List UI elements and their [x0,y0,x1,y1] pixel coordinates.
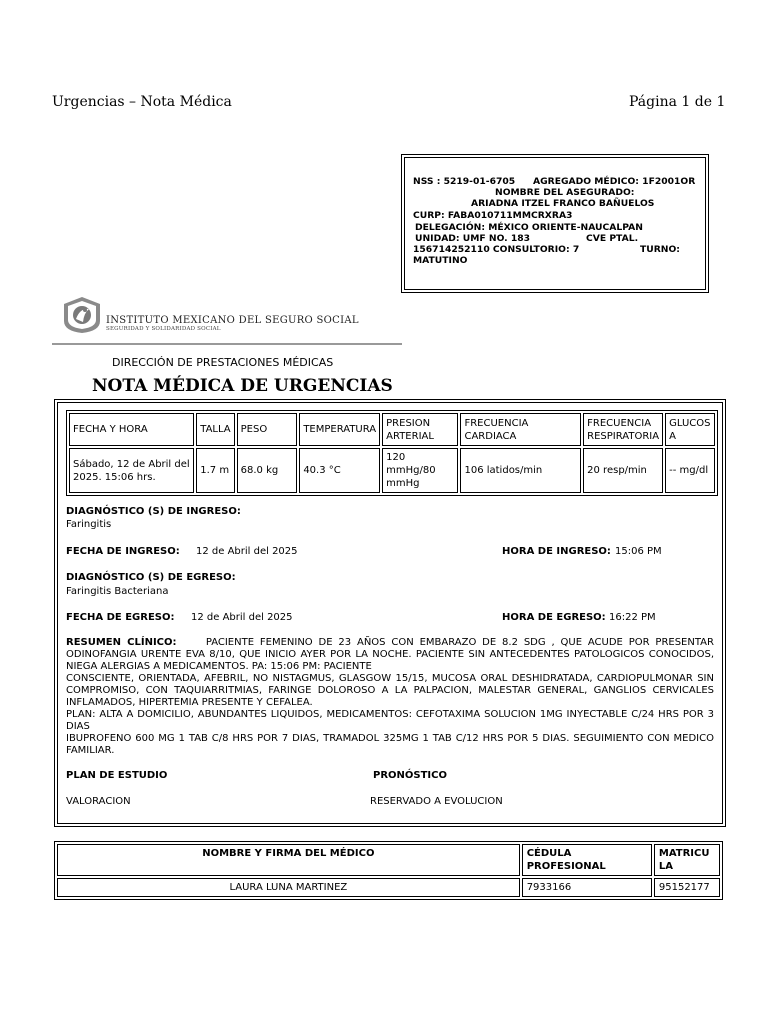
td-peso: 68.0 kg [237,448,298,493]
dx-ingreso: Faringitis [66,519,112,530]
cve-ptal: CVE PTAL. [586,233,639,244]
hora-egreso: 16:22 PM [609,612,656,623]
fecha-ingreso: 12 de Abril del 2025 [196,546,298,557]
firma-table [54,841,723,900]
th-glucosa: GLUCOSA [665,413,715,446]
curp: CURP: FABA010711MMCRXRA3 [413,210,573,221]
turno-label: TURNO: [640,244,680,255]
logo-subtitle: SEGURIDAD Y SOLIDARIDAD SOCIAL [106,326,221,332]
hora-ingreso: 15:06 PM [615,546,662,557]
dx-egreso: Faringitis Bacteriana [66,586,169,597]
dx-egreso-label: DIAGNÓSTICO (S) DE EGRESO: [66,572,236,583]
hora-ingreso-label: HORA DE INGRESO: [502,546,611,557]
patient-info-box [401,154,709,293]
resumen-p1: PACIENTE FEMENINO DE 23 AÑOS CON EMBARAZO DE 8.2 SDG , QUE ACUDE POR PRESENTAR ODINOFANGIA URENTE EVA 8/10, QUE INICIO AYER POR LA NOCHE. PACIENTE SIN ANTECEDENTES PATOLOGICOS CONOCIDOS, NIEGA ALERGIAS A MEDICAMENTOS. PA: 15:06 PM: PACIENTE [66,637,714,672]
td-glucosa: -- mg/dl [665,448,715,493]
nombre-asegurado: ARIADNA ITZEL FRANCO BAÑUELOS [471,198,655,209]
consultorio: 156714252110 CONSULTORIO: 7 [413,244,580,255]
dx-ingreso-label: DIAGNÓSTICO (S) DE INGRESO: [66,506,241,517]
plan-label: PLAN DE ESTUDIO [66,770,168,781]
resumen-p3: PLAN: ALTA A DOMICILIO, ABUNDANTES LIQUIDOS, MEDICAMENTOS: CEFOTAXIMA SOLUCION 1MG INYECTABLE C/24 HRS POR 3 DIAS [66,709,714,732]
vitals-value-row [69,448,715,493]
nss: NSS : 5219-01-6705 [413,176,516,187]
divider [52,343,402,345]
hora-egreso-label: HORA DE EGRESO: [502,612,606,623]
td-temperatura: 40.3 °C [299,448,380,493]
resumen-label: RESUMEN CLÍNICO: [66,637,177,648]
page-number: Página 1 de 1 [629,94,726,110]
th-cedula: CÉDULA PROFESIONAL [522,844,652,876]
agregado-medico: AGREGADO MÉDICO: 1F2001OR [533,176,696,187]
th-nombre-firma: NOMBRE Y FIRMA DEL MÉDICO [57,844,520,876]
logo-title: INSTITUTO MEXICANO DEL SEGURO SOCIAL [106,315,359,326]
pronostico-value: RESERVADO A EVOLUCION [370,796,503,807]
td-matricula: 95152177 [654,878,720,897]
td-nombre-medico: LAURA LUNA MARTINEZ [57,878,520,897]
td-frec-respiratoria: 20 resp/min [583,448,663,493]
fecha-egreso: 12 de Abril del 2025 [191,612,293,623]
delegacion: DELEGACIÓN: MÉXICO ORIENTE-NAUCALPAN [415,222,643,233]
td-cedula: 7933166 [522,878,652,897]
imss-logo-icon [62,296,102,334]
turno: MATUTINO [413,255,468,266]
resumen-clinico [66,637,714,757]
pronostico-label: PRONÓSTICO [373,770,447,781]
td-fecha-hora: Sábado, 12 de Abril del 2025. 15:06 hrs. [69,448,194,493]
td-presion: 120 mmHg/80 mmHg [382,448,458,493]
th-frec-respiratoria: FRECUENCIA RESPIRATORIA [583,413,663,446]
vitals-table [66,410,718,496]
th-talla: TALLA [196,413,234,446]
resumen-p4: IBUPROFENO 600 MG 1 TAB C/8 HRS POR 7 DIAS, TRAMADOL 325MG 1 TAB C/12 HRS POR 5 DIAS. SEGUIMIENTO CON MEDICO FAMILIAR. [66,733,714,756]
th-peso: PESO [237,413,298,446]
th-fecha-hora: FECHA Y HORA [69,413,194,446]
firma-value-row [57,878,720,897]
document-title: NOTA MÉDICA DE URGENCIAS [92,376,393,396]
nombre-asegurado-label: NOMBRE DEL ASEGURADO: [495,187,635,198]
resumen-p2: CONSCIENTE, ORIENTADA, AFEBRIL, NO NISTAGMUS, GLASGOW 15/15, MUCOSA ORAL DESHIDRATADA, CARDIOPULMONAR SIN COMPROMISO, CON TAQUIARRITMIAS, FARINGE DOLOROSO A LA PALPACION, MALESTAR GENERAL, GANGLIOS CERVICALES INFLAMADOS, HIPERTEMIA PRESENTE Y CEFALEA. [66,673,714,708]
td-talla: 1.7 m [196,448,234,493]
th-frec-cardiaca: FRECUENCIA CARDIACA [460,413,581,446]
th-matricula: MATRICULA [654,844,720,876]
direccion: DIRECCIÓN DE PRESTACIONES MÉDICAS [112,356,334,369]
unidad: UNIDAD: UMF NO. 183 [415,233,531,244]
fecha-egreso-label: FECHA DE EGRESO: [66,612,175,623]
vitals-header-row [69,413,715,446]
plan-value: VALORACION [66,796,131,807]
fecha-ingreso-label: FECHA DE INGRESO: [66,546,180,557]
page-header-title: Urgencias – Nota Médica [52,94,232,110]
th-temperatura: TEMPERATURA [299,413,380,446]
firma-header-row [57,844,720,876]
td-frec-cardiaca: 106 latidos/min [460,448,581,493]
th-presion: PRESION ARTERIAL [382,413,458,446]
